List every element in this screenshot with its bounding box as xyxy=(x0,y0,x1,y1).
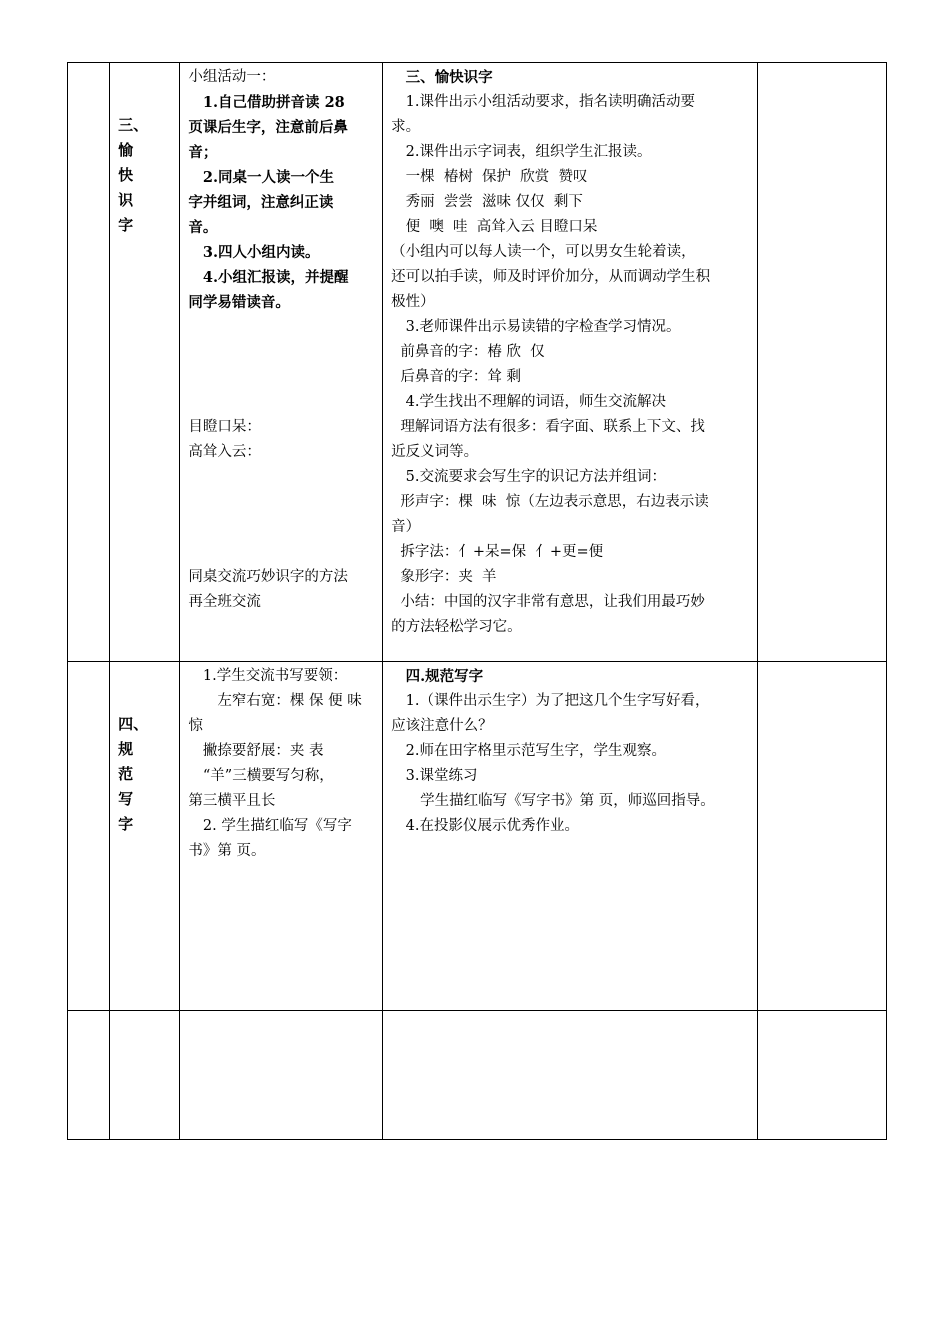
text-line: （小组内可以每人读一个，可以男女生轮着读， xyxy=(391,244,696,260)
text-line: 同学易错读音。 xyxy=(188,294,290,311)
text-line: 音） xyxy=(391,519,421,535)
text-line: 4.小组汇报读，并提醒 xyxy=(188,269,349,286)
text-line: 近反义词等。 xyxy=(391,444,479,460)
blank-cell xyxy=(68,63,110,662)
text-line: 求。 xyxy=(391,119,421,135)
stage-char: 范 xyxy=(118,765,134,783)
student-activity-section4 xyxy=(180,662,382,864)
stage-char: 写 xyxy=(118,790,134,808)
text-line: 4.在投影仪展示优秀作业。 xyxy=(391,818,579,834)
teacher-activity-cell xyxy=(383,63,758,662)
stage-char: 字 xyxy=(118,815,134,833)
text-line: 惊 xyxy=(188,718,203,734)
text-line: 秀丽 尝尝 滋味 仅仅 剩下 xyxy=(391,194,583,210)
text-line: 便 噢 哇 高耸入云 目瞪口呆 xyxy=(391,219,598,235)
text-line: 书》第 页。 xyxy=(188,843,266,859)
blank-cell xyxy=(383,1011,758,1140)
text-line: 1.（课件出示生字）为了把这几个生字写好看， xyxy=(391,693,710,709)
text-line: 同桌交流巧妙识字的方法 xyxy=(188,569,348,585)
table-row-section4 xyxy=(68,662,887,1011)
text-line: 应该注意什么？ xyxy=(391,718,493,734)
text-line: 音； xyxy=(188,144,218,161)
text-line: 撇捺要舒展：夹 表 xyxy=(188,743,324,759)
text-line: 目瞪口呆： xyxy=(188,419,261,435)
table-row-empty xyxy=(68,1011,887,1140)
text-line: 左窄右宽：棵 保 便 味 xyxy=(188,693,362,709)
teacher-activity-section4 xyxy=(383,662,757,839)
text-line: 一棵 椿树 保护 欣赏 赞叹 xyxy=(391,169,588,185)
stage-cell xyxy=(110,63,180,662)
text-line: 2. 学生描红临写《写字 xyxy=(188,818,352,834)
stage-title-section4 xyxy=(110,662,179,837)
student-activity-cell xyxy=(180,662,383,1011)
text-line: 小结：中国的汉字非常有意思，让我们用最巧妙 xyxy=(391,594,705,610)
text-line: 的方法轻松学习它。 xyxy=(391,619,522,635)
text-line: 3.课堂练习 xyxy=(391,768,478,784)
text-line: 理解词语方法有很多：看字面、联系上下文、找 xyxy=(391,419,705,435)
teacher-activity-section3 xyxy=(383,63,757,640)
blank-cell xyxy=(110,1011,180,1140)
stage-char: 规 xyxy=(118,740,134,758)
teacher-activity-cell xyxy=(383,662,758,1011)
section-heading: 三、愉快识字 xyxy=(391,69,493,86)
text-line: 再全班交流 xyxy=(188,594,261,610)
text-line: 3.四人小组内读。 xyxy=(188,244,320,261)
blank-cell xyxy=(68,1011,110,1140)
text-line: 第三横平且长 xyxy=(188,793,276,809)
student-activity-section3 xyxy=(180,63,382,615)
stage-char: 字 xyxy=(118,216,134,234)
stage-char: 快 xyxy=(118,166,134,184)
blank-cell xyxy=(758,1011,887,1140)
text-line: 学生描红临写《写字书》第 页，师巡回指导。 xyxy=(391,793,715,809)
text-line: 2.课件出示字词表，组织学生汇报读。 xyxy=(391,144,652,160)
text-line: 3.老师课件出示易读错的字检查学习情况。 xyxy=(391,319,681,335)
student-activity-cell xyxy=(180,63,383,662)
text-line: 高耸入云： xyxy=(188,444,261,460)
table-row-section3 xyxy=(68,63,887,662)
section-heading: 四.规范写字 xyxy=(391,668,484,685)
text-line: 形声字：棵 味 惊（左边表示意思，右边表示读 xyxy=(391,494,709,510)
blank-cell xyxy=(180,1011,383,1140)
text-line: 前鼻音的字：椿 欣 仅 xyxy=(391,344,545,360)
notes-cell xyxy=(758,63,887,662)
stage-char: 愉 xyxy=(118,141,134,159)
text-line: 小组活动一： xyxy=(188,69,276,85)
lesson-plan-table xyxy=(67,62,887,1140)
stage-char: 识 xyxy=(118,191,134,209)
stage-cell xyxy=(110,662,180,1011)
text-line: 极性） xyxy=(391,294,435,310)
text-line: 拆字法：亻+呆=保 亻+更=便 xyxy=(391,544,604,560)
text-line: 2.师在田字格里示范写生字，学生观察。 xyxy=(391,743,666,759)
text-line: 2.同桌一人读一个生 xyxy=(188,169,335,186)
text-line: 象形字：夹 羊 xyxy=(391,569,497,585)
blank-cell xyxy=(68,662,110,1011)
text-line: 1.自己借助拼音读 28 xyxy=(188,94,345,111)
text-line: “羊”三横要写匀称， xyxy=(188,768,334,784)
text-line: 字并组词，注意纠正读 xyxy=(188,194,334,211)
text-line: 页课后生字，注意前后鼻 xyxy=(188,119,348,136)
text-line: 1.课件出示小组活动要求，指名读明确活动要 xyxy=(391,94,695,110)
stage-char: 四、 xyxy=(118,715,149,733)
stage-char: 三、 xyxy=(118,116,149,134)
text-line: 4.学生找出不理解的词语，师生交流解决 xyxy=(391,394,666,410)
text-line: 5.交流要求会写生字的识记方法并组词： xyxy=(391,469,666,485)
text-line: 后鼻音的字：耸 剩 xyxy=(391,369,521,385)
text-line: 1.学生交流书写要领： xyxy=(188,668,348,684)
stage-title-section3 xyxy=(110,63,179,238)
text-line: 音。 xyxy=(188,219,218,236)
notes-cell xyxy=(758,662,887,1011)
text-line: 还可以拍手读，师及时评价加分，从而调动学生积 xyxy=(391,269,711,285)
